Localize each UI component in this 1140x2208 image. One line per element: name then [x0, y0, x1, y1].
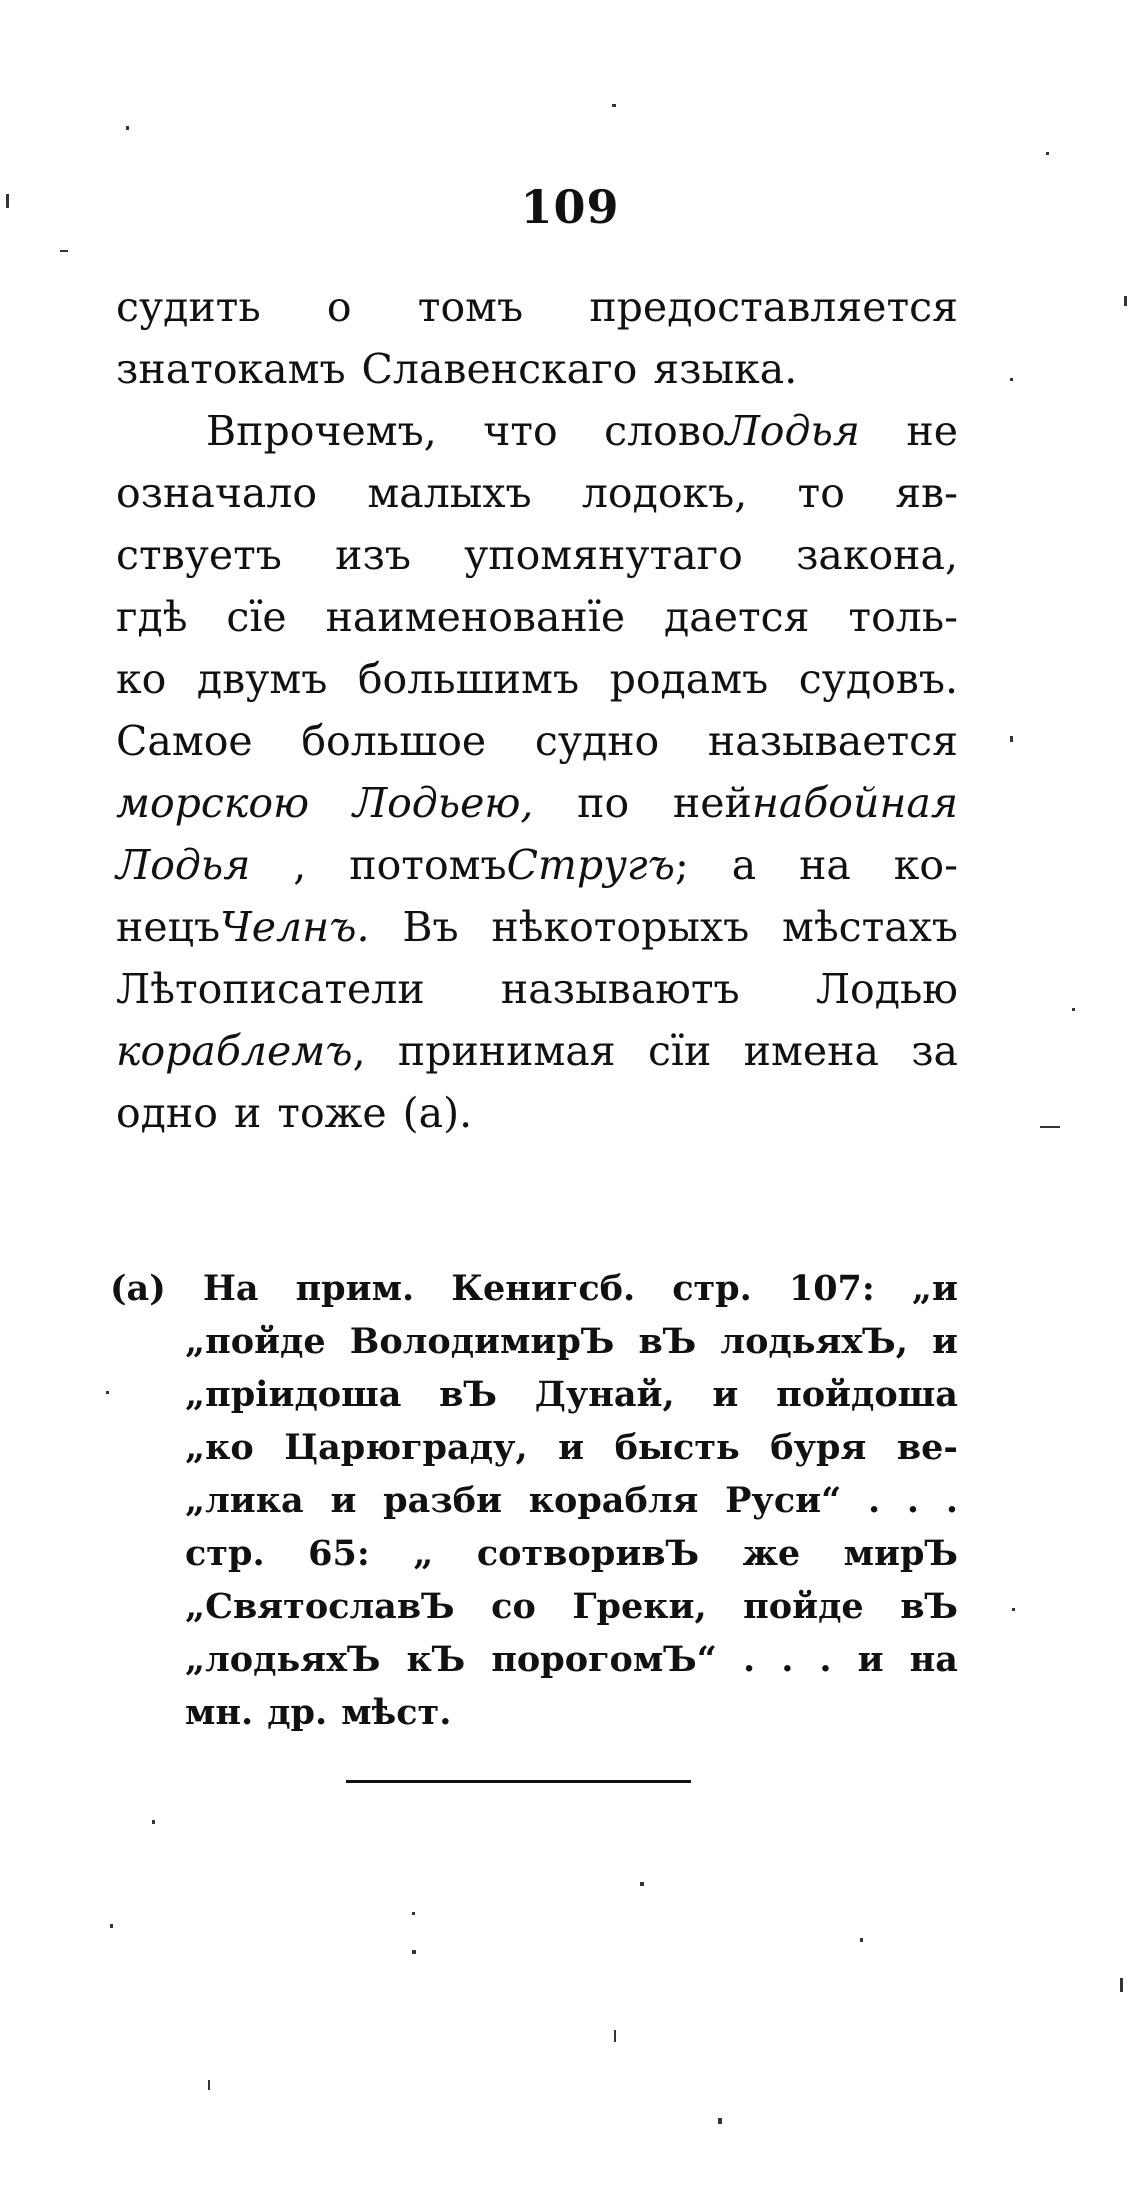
word: большое: [301, 717, 487, 765]
word: .: [819, 1639, 832, 1680]
word: пойде: [743, 1586, 864, 1627]
word: „лодьяхЪ: [185, 1639, 381, 1680]
word: „лика: [185, 1480, 304, 1521]
word: лодьяхЪ,: [720, 1321, 908, 1362]
footnote-line: [110, 1262, 958, 1315]
print-speck: [152, 1820, 155, 1824]
word: вЪ: [900, 1586, 958, 1627]
word: толь-: [848, 593, 958, 641]
print-speck: [718, 2118, 722, 2124]
word: .: [945, 1480, 958, 1521]
word: сїи: [647, 1027, 712, 1075]
word: знатокамъ: [116, 345, 346, 393]
word: 107:: [788, 1268, 875, 1309]
print-speck: [612, 104, 616, 107]
word: то: [797, 469, 845, 517]
word: бысть: [614, 1427, 740, 1468]
word: ,: [293, 841, 307, 889]
word: прим.: [295, 1268, 415, 1309]
text-line: [116, 400, 958, 462]
word: же: [742, 1533, 801, 1574]
word: сїе: [226, 593, 287, 641]
word: мѣстахъ: [782, 903, 958, 951]
print-speck: [1072, 1008, 1075, 1011]
word: нецъЧелнъ.: [116, 903, 370, 951]
word: не: [906, 407, 958, 455]
word: судить: [116, 283, 261, 331]
footnote-line: [110, 1315, 958, 1368]
word: и: [712, 1374, 739, 1415]
word: 65:: [308, 1533, 370, 1574]
print-speck: [1124, 296, 1127, 306]
print-speck: [60, 250, 68, 252]
word: ко-: [893, 841, 958, 889]
word: „СвятославЪ: [185, 1586, 455, 1627]
word: порогомЪ“: [491, 1639, 717, 1680]
word: (а): [110, 1268, 166, 1309]
word: .: [906, 1480, 920, 1521]
word: (а).: [402, 1089, 473, 1137]
word: и: [233, 1089, 262, 1137]
word: вЪ: [638, 1321, 697, 1362]
word: языка.: [653, 345, 798, 393]
word: стр.: [672, 1268, 752, 1309]
word: и: [857, 1639, 884, 1680]
text-line: [116, 648, 958, 710]
word: принимая: [397, 1027, 616, 1075]
print-speck: [1120, 1978, 1123, 1992]
text-line: [116, 834, 958, 896]
word: буря: [770, 1427, 867, 1468]
footnote-line: [110, 1633, 958, 1686]
word: дается: [664, 593, 810, 641]
text-line: [116, 524, 958, 586]
word: кораблемъ,: [116, 1027, 366, 1075]
text-line: [116, 586, 958, 648]
word: пойдоша: [776, 1374, 958, 1415]
word: ве-: [896, 1427, 958, 1468]
word: Руси“: [725, 1480, 842, 1521]
text-line: [116, 772, 958, 834]
word: На: [202, 1268, 259, 1309]
word: „: [413, 1533, 434, 1574]
text-line: [116, 896, 958, 958]
word: Дунай,: [534, 1374, 675, 1415]
text-line: [116, 1020, 958, 1082]
word: изъ: [335, 531, 411, 579]
print-speck: [614, 2030, 616, 2042]
word: мн.: [185, 1692, 254, 1733]
print-speck: [110, 1924, 113, 1928]
word: .: [867, 1480, 881, 1521]
word: „и: [911, 1268, 958, 1309]
word: а: [731, 841, 757, 889]
footnote-block: [110, 1262, 958, 1739]
print-speck: [1046, 152, 1049, 155]
word: Въ: [402, 903, 459, 951]
footnote-line: [110, 1474, 958, 1527]
word: упомянутаго: [464, 531, 743, 579]
word: мирЪ: [843, 1533, 958, 1574]
word: называется: [707, 717, 958, 765]
word: „пойде: [185, 1321, 326, 1362]
print-speck: [860, 1938, 863, 1942]
word: яв-: [895, 469, 958, 517]
word: сотворивЪ: [476, 1533, 700, 1574]
word: потомъСтругъ;: [349, 841, 689, 889]
word: означало: [116, 469, 318, 517]
word: др.: [267, 1692, 328, 1733]
main-text-block: [116, 276, 958, 1144]
print-speck: [640, 1882, 644, 1886]
word: вЪ: [439, 1374, 497, 1415]
word: Греки,: [572, 1586, 707, 1627]
word: .: [742, 1639, 756, 1680]
word: ствуетъ: [116, 531, 282, 579]
word: одно: [116, 1089, 218, 1137]
print-speck: [106, 1391, 109, 1394]
word: Лодья: [116, 841, 251, 889]
word: судно: [534, 717, 660, 765]
word: ВолодимирЪ: [349, 1321, 615, 1362]
word: родамъ: [609, 655, 769, 703]
word: нейнабойная: [672, 779, 958, 827]
word: Лодьею,: [352, 779, 534, 827]
text-line: [116, 338, 958, 400]
word: наименованїе: [325, 593, 626, 641]
word: Кенигсб.: [451, 1268, 636, 1309]
print-speck: [1040, 1126, 1060, 1128]
word: называютъ: [500, 965, 740, 1013]
section-rule: [346, 1780, 691, 1783]
print-speck: [1010, 378, 1013, 381]
word: что: [483, 407, 558, 455]
print-speck: [1010, 736, 1013, 742]
word: и: [330, 1480, 357, 1521]
footnote-line: [110, 1580, 958, 1633]
word: судовъ.: [798, 655, 958, 703]
footnote-line: [110, 1686, 958, 1739]
word: малыхъ: [367, 469, 532, 517]
word: Самое: [116, 717, 253, 765]
word: гдѣ: [116, 593, 188, 641]
word: по: [577, 779, 630, 827]
word: томъ: [417, 283, 524, 331]
text-line: [116, 462, 958, 524]
word: со: [491, 1586, 536, 1627]
word: имена: [743, 1027, 879, 1075]
word: двумъ: [196, 655, 328, 703]
footnote-line: [110, 1368, 958, 1421]
word: Лѣтописатели: [116, 965, 425, 1013]
word: кЪ: [406, 1639, 466, 1680]
word: за: [911, 1027, 958, 1075]
word: Царюграду,: [284, 1427, 528, 1468]
word: словоЛодья: [604, 407, 860, 455]
word: и: [558, 1427, 585, 1468]
word: лодокъ,: [581, 469, 748, 517]
word: Славенскаго: [361, 345, 638, 393]
text-line: [116, 958, 958, 1020]
page-number: 109: [520, 180, 620, 234]
word: большимъ: [357, 655, 580, 703]
word: „ко: [185, 1427, 254, 1468]
word: на: [909, 1639, 958, 1680]
word: корабля: [528, 1480, 699, 1521]
word: мѣст.: [341, 1692, 452, 1733]
print-speck: [6, 194, 9, 208]
word: предоставляется: [589, 283, 958, 331]
word: о: [326, 283, 352, 331]
footnote-line: [110, 1527, 958, 1580]
print-speck: [412, 1950, 416, 1954]
word: разби: [383, 1480, 502, 1521]
text-line: [116, 710, 958, 772]
text-line: [116, 276, 958, 338]
word: ко: [116, 655, 167, 703]
word: Лодью: [815, 965, 958, 1013]
print-speck: [412, 1912, 415, 1915]
word: морскою: [116, 779, 310, 827]
word: тоже: [277, 1089, 387, 1137]
word: Впрочемъ,: [206, 407, 437, 455]
word: на: [799, 841, 851, 889]
word: .: [781, 1639, 794, 1680]
word: нѣкоторыхъ: [491, 903, 750, 951]
word: „прiидоша: [185, 1374, 402, 1415]
word: стр.: [185, 1533, 265, 1574]
text-line: [116, 1082, 958, 1144]
print-speck: [126, 126, 129, 130]
word: закона,: [796, 531, 958, 579]
print-speck: [1012, 1608, 1015, 1611]
footnote-line: [110, 1421, 958, 1474]
print-speck: [208, 2080, 210, 2090]
word: и: [932, 1321, 958, 1362]
